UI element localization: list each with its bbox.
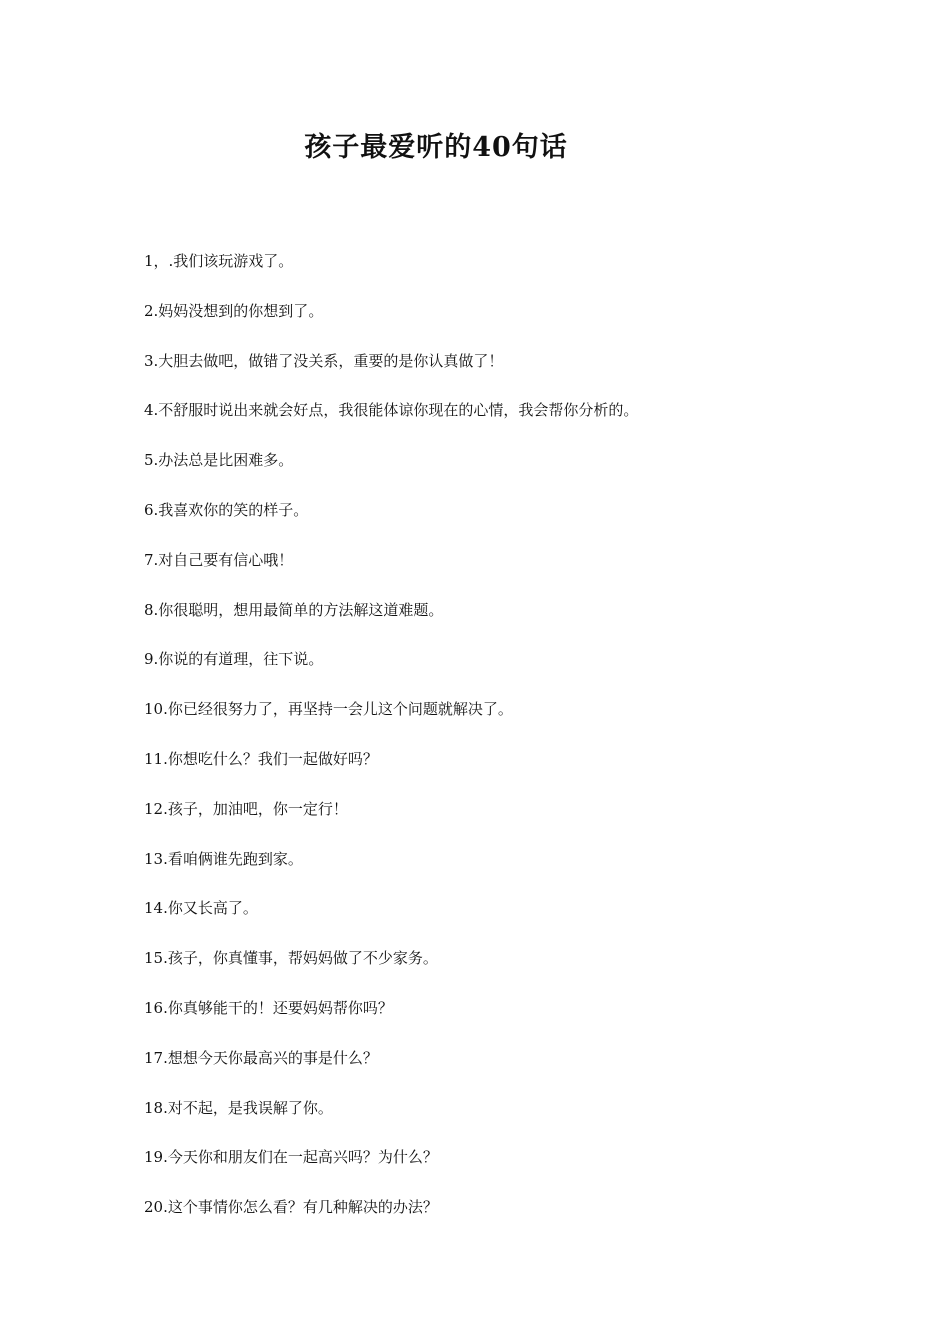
list-item: 20.这个事情你怎么看？有几种解决的办法？	[144, 1198, 438, 1217]
list-item: 16.你真够能干的！还要妈妈帮你吗？	[144, 998, 393, 1017]
list-item: 2.妈妈没想到的你想到了。	[144, 301, 324, 320]
sentence-list	[144, 249, 864, 1245]
list-item: 17.想想今天你最高兴的事是什么？	[144, 1048, 378, 1067]
list-item: 8.你很聪明，想用最简单的方法解这道难题。	[144, 600, 444, 619]
list-item: 14.你又长高了。	[144, 899, 258, 918]
document-title: 孩子最爱听的40句话	[304, 132, 568, 163]
list-item: 18.对不起，是我误解了你。	[144, 1098, 333, 1117]
list-item: 10.你已经很努力了，再坚持一会儿这个问题就解决了。	[144, 700, 513, 719]
list-item: 9.你说的有道理，往下说。	[144, 650, 324, 669]
list-item: 4.不舒服时说出来就会好点，我很能体谅你现在的心情，我会帮你分析的。	[144, 401, 639, 420]
list-item: 13.看咱俩谁先跑到家。	[144, 849, 303, 868]
list-item: 11.你想吃什么？我们一起做好吗？	[144, 749, 378, 768]
list-item: 1，.我们该玩游戏了。	[144, 252, 294, 270]
list-item: 12.孩子，加油吧，你一定行！	[144, 799, 348, 818]
list-item: 3.大胆去做吧，做错了没关系，重要的是你认真做了！	[144, 351, 504, 370]
list-item: 6.我喜欢你的笑的样子。	[144, 500, 309, 519]
list-item: 19.今天你和朋友们在一起高兴吗？为什么？	[144, 1148, 438, 1167]
list-item: 5.办法总是比困难多。	[144, 451, 294, 470]
list-item: 15.孩子，你真懂事，帮妈妈做了不少家务。	[144, 949, 438, 968]
list-item: 7.对自己要有信心哦！	[144, 550, 294, 569]
